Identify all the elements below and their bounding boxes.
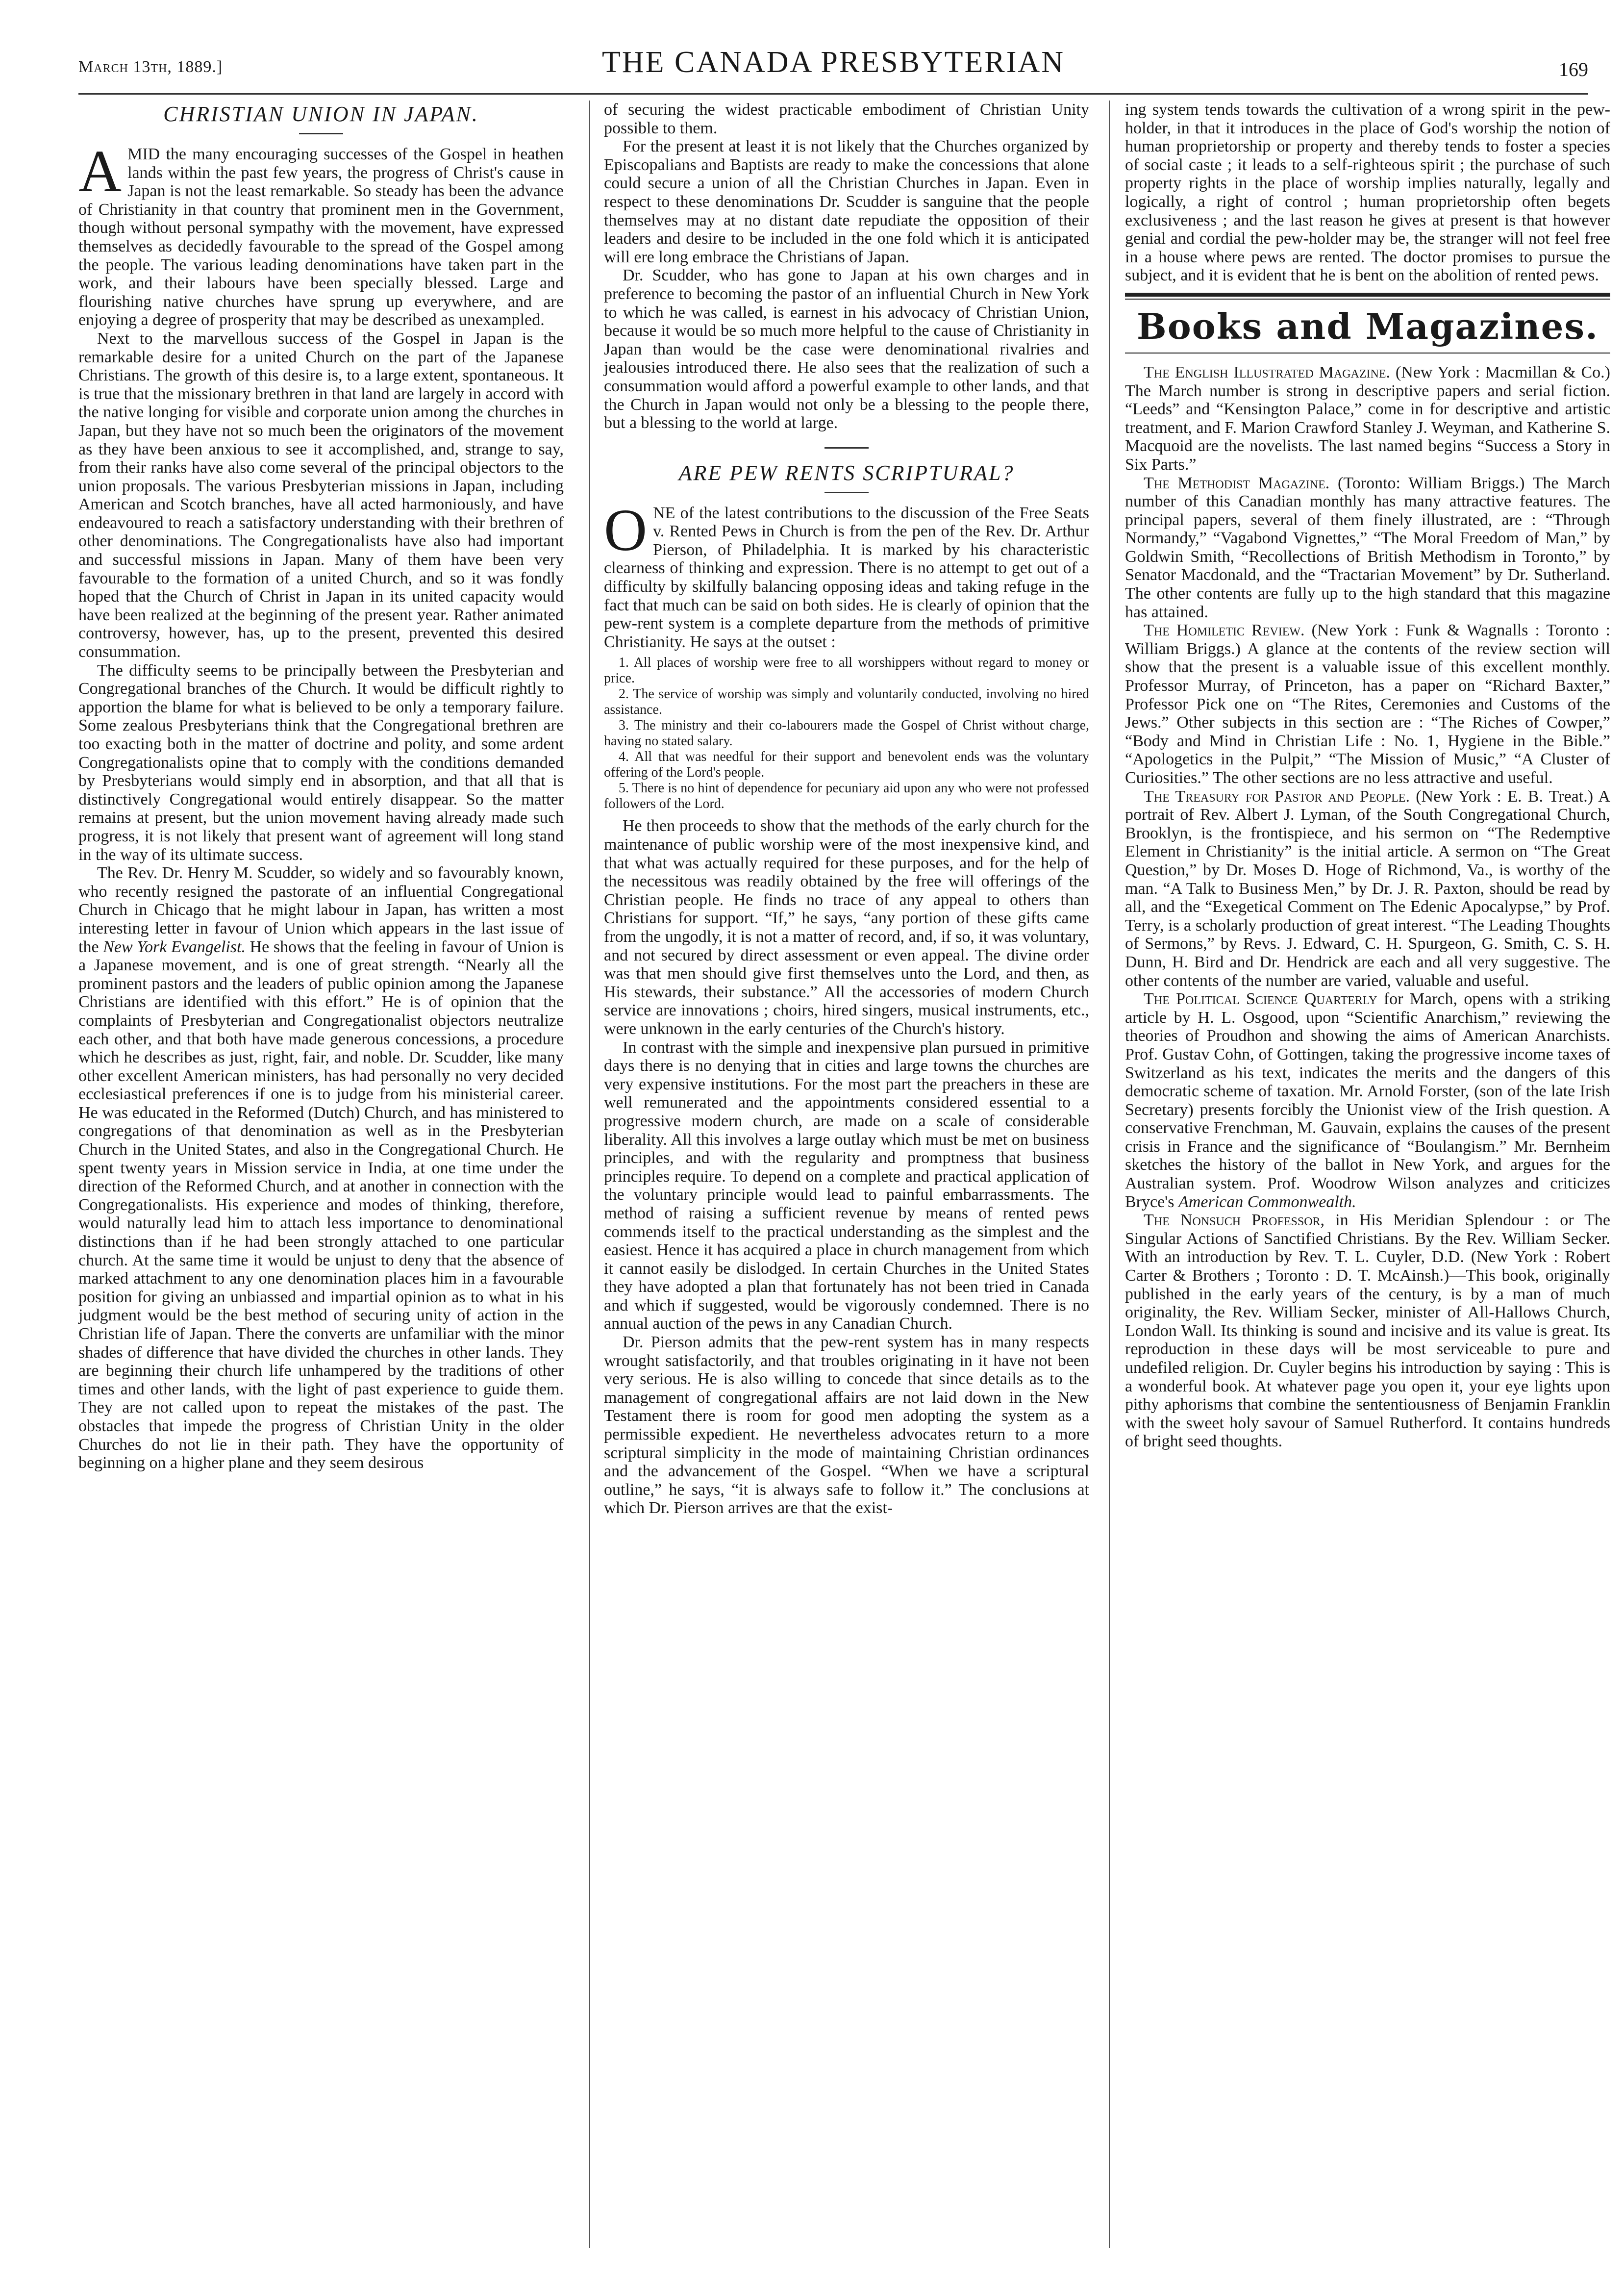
title-rule [824, 492, 869, 493]
list-item: 3. The ministry and their co-labourers made the Gospel of Christ without charge, having no stated salary. [604, 718, 1089, 749]
review-title: The Political Science Quarterly [1144, 990, 1377, 1009]
publication-name: New York Evangelist. [103, 937, 246, 956]
drop-cap: A [78, 138, 122, 204]
article-paragraph: He then proceeds to show that the methods of the early church for the maintenance of public worship were of the most inexpensive kind, and that what was actually required for these purposes, and for the help of the necessitous was readily obtained by the free will offerings of the Christian people. He finds no trace of any appeal to others than Christians for support. “If,” he says, “any portion of these gifts came from the ungodly, it is not a matter of record, and, if so, it was voluntary, and not secured by direct assessment or even appeal. The divine order was that men should give first themselves unto the Lord, and then, as His stewards, their substance.” All the accessories of modern Church service are innovations ; choirs, hired singers, musical instruments, etc., were unknown in the early centuries of the Church's history. [604, 817, 1089, 1038]
publication-name: American Commonwealth. [1178, 1192, 1356, 1211]
title-rule [299, 133, 343, 134]
section-rule [824, 447, 869, 449]
issue-date: March 13th, 1889.] [78, 58, 223, 76]
drop-cap: O [604, 497, 648, 563]
article-title: ARE PEW RENTS SCRIPTURAL? [678, 460, 1015, 485]
article-paragraph: AMID the many encouraging successes of the Gospel in heathen lands within the past few years, the progress of Christ's cause in Japan is not the least remarkable. So steady has been the advance of Christianity in that country that prominent men in the Government, though without personal sympathy with the movement, have expressed themselves as decidedly favourable to the spread of the Gospel among the people. The various leading denominations have taken part in the work, and their labours have been specially blessed. Large and flourishing native churches have sprung up everywhere, and are enjoying a degree of prosperity that may be described as unexampled. [78, 138, 564, 329]
review-title: The English Illustrated Magazine. [1144, 363, 1390, 381]
column-1 [78, 101, 564, 1472]
review-title: The Nonsuch Professor, [1144, 1211, 1325, 1230]
article-paragraph: ing system tends towards the cultivation of a wrong spirit in the pew-holder, in that it introduces in the place of God's worship the notion of human proprietorship or property and thereby tends to foster a species of social caste ; it leads to a self-righteous spirit ; the purchase of such property rights in the place of worship implies naturally, legally and logically, a right of control ; human proprietorship often begets exclusiveness ; and the last reason he gives at present is that however genial and cordial the pew-holder may be, the stranger will not feel free in a house where pews are rented. The doctor promises to pursue the subject, and it is evident that he is bent on the abolition of rented pews. [1125, 101, 1610, 285]
list-item: 5. There is no hint of dependence for pecuniary aid upon any who were not professed followers of the Lord. [604, 781, 1089, 812]
quoted-list [604, 655, 1089, 812]
review-entry: The Nonsuch Professor, in His Meridian Splendour : or The Singular Actions of Sanctified Christians. By the Rev. William Secker. With an introduction by Rev. T. L. Cuyler, D.D. (New York : Robert Carter & Brothers ; Toronto : D. T. McAinsh.)—This book, originally published in the early years of the century, is by a man of much originality, the Rev. William Secker, minister of All-Hallows Church, London Wall. Its thinking is sound and incisive and its value is great. Its reproduction in these days will be most serviceable to pure and undefiled religion. Dr. Cuyler begins his introduction by saying : This is a wonderful book. At whatever page you open it, your eye lights upon pithy aphorisms that combine the sententiousness of Benjamin Franklin with the sweet holy savour of Samuel Rutherford. It contains hundreds of bright seed thoughts. [1125, 1211, 1610, 1451]
column-3 [1125, 101, 1610, 1451]
list-item: 2. The service of worship was simply and voluntarily conducted, involving no hired assistance. [604, 686, 1089, 718]
header-rule [78, 93, 1588, 95]
banner-rule [1125, 299, 1610, 300]
section-banner: Books and Magazines. [1136, 305, 1599, 347]
list-item: 4. All that was needful for their support and benevolent ends was the voluntary offering of the Lord's people. [604, 749, 1089, 781]
column-2 [604, 101, 1089, 1517]
banner-rule [1125, 293, 1610, 297]
review-entry: The English Illustrated Magazine. (New York : Macmillan & Co.) The March number is strong in descriptive papers and serial fiction. “Leeds” and “Kensington Palace,” come in for descriptive and artistic treatment, and F. Marion Crawford Stanley J. Weyman, and Katherine S. Macquoid are the novelists. The last named begins “Success a Story in Six Parts.” [1125, 363, 1610, 474]
review-title: The Methodist Magazine. [1144, 474, 1330, 492]
review-entry: The Methodist Magazine. (Toronto: William Briggs.) The March number of this Canadian monthly has many attractive features. The principal papers, several of them finely illustrated, are : “Through Normandy,” “Vagabond Vignettes,” “The Moral Freedom of Man,” by Goldwin Smith, “Recollections of British Methodism in Toronto,” by Senator Macdonald, and the “Tractarian Movement” by Dr. Sutherland. The other contents are fully up to the high standard that this magazine has attained. [1125, 474, 1610, 621]
article-paragraph: The difficulty seems to be principally between the Presbyterian and Congregational branches of the Church. It would be difficult rightly to apportion the blame for what is believed to be only a temporary failure. Some zealous Presbyterians think that the Congregational brethren are too exacting both in the matter of doctrine and polity, and some ardent Congregationalists opine that to comply with the conditions demanded by Presbyterians would simply end in absorption, and that all that is distinctively Congregational would entirely disappear. So the matter remains at present, but the union movement having already made such progress, it is not likely that present want of agreement will long stand in the way of its ultimate success. [78, 661, 564, 864]
article-paragraph: of securing the widest practicable embodiment of Christian Unity possible to them. [604, 101, 1089, 137]
article-paragraph: In contrast with the simple and inexpensive plan pursued in primitive days there is no denying that in cities and large towns the churches are very expensive institutions. For the most part the preachers in these are well remunerated and the appointments considered essential to a progressive modern church, are made on a scale of considerable liberality. All this involves a large outlay which must be met on business principles, and with the regularity and promptness that business principles require. To depend on a complete and practical application of the voluntary principle would lead to painful embarrassments. The method of raising a sufficient revenue by means of rented pews commends itself to the practical understanding as the simplest and the easiest. Hence it has acquired a place in church management from which it cannot easily be dislodged. In certain Churches in the United States they have adopted a plan that fortunately has not been tried in Canada and which if suggested, would be vigorously condemned. There is no annual auction of the pews in any Canadian Church. [604, 1038, 1089, 1333]
article-paragraph: Dr. Pierson admits that the pew-rent system has in many respects wrought satisfactorily, and that troubles originating in it have not been very serious. He is also willing to concede that since details as to the management of congregational affairs are not laid down in the New Testament there is room for good men adopting the system as a permissible expedient. He nevertheless advocates return to a more scriptural simplicity in the mode of maintaining Christian ordinances and the advancement of the Gospel. “When we have a scriptural outline,” he says, “it is always safe to follow it.” The conclusions at which Dr. Pierson arrives are that the exist- [604, 1333, 1089, 1517]
article-paragraph: Dr. Scudder, who has gone to Japan at his own charges and in preference to becoming the pastor of an influential Church in New York to which he was called, is earnest in his advocacy of Christian Union, because it would be so much more helpful to the cause of Christianity in Japan than would be the case were denominational rivalries and jealousies introduced there. He also sees that the realization of such a consummation would afford a powerful example to other lands, and that the Church in Japan would not only be a blessing to the people there, but a blessing to the world at large. [604, 266, 1089, 432]
page-number: 169 [1559, 58, 1588, 80]
article-paragraph: For the present at least it is not likely that the Churches organized by Episcopalians and Baptists are ready to make the concessions that alone could secure a union of all the Christian Churches in Japan. Even in respect to these denominations Dr. Scudder is sanguine that the people themselves may at no distant date repudiate the opposition of their leaders and desire to be included in the one fold which it is anticipated will ere long embrace the Christians of Japan. [604, 137, 1089, 266]
review-title: The Treasury for Pastor and People. [1144, 787, 1410, 806]
review-title: The Homiletic Review. [1144, 621, 1305, 640]
review-entry: The Homiletic Review. (New York : Funk & Wagnalls : Toronto : William Briggs.) A glance at the contents of the review section will show that the present is a valuable issue of this excellent monthly. Professor Murray, of Princeton, has a paper on “Richard Baxter,” Professor Pick one on “The Rites, Ceremonies and Customs of the Jews.” Other subjects in this section are : “The Riches of Cowper,” “Body and Mind in Christian Life : No. 1, Hygiene in the Bible.” “Apologetics in the Pulpit,” “The Mission of Music,” “A Cluster of Curiosities.” The other sections are no less attractive and useful. [1125, 621, 1610, 787]
list-item: 1. All places of worship were free to all worshippers without regard to money or price. [604, 655, 1089, 686]
column-divider [1109, 101, 1110, 2248]
column-divider [589, 101, 590, 2248]
masthead-title: THE CANADA PRESBYTERIAN [602, 46, 1065, 79]
article-paragraph: Next to the marvellous success of the Gospel in Japan is the remarkable desire for a united Church on the part of the Japanese Christians. The growth of this desire is, to a large extent, spontaneous. It is true that the missionary brethren in that land are largely in accord with the native longing for visible and corporate union among the churches in Japan, but they have not so much been the originators of the movement as they have been anxious to see it accomplished, and, strange to say, from their ranks have also come several of the principal objectors to the union proposals. The various Presbyterian missions in Japan, including American and Scotch branches, have all acted harmoniously, and have endeavoured to reach a satisfactory understanding with their brethren of other denominations. The Congregationalists have also had important and successful missions in Japan. Many of them have been very favourable to the formation of a united Church, and so it was fondly hoped that the Church of Christ in Japan in its united capacity would have been realized at the beginning of the present year. Rather animated controversy, however, has, up to the present, prevented this desired consummation. [78, 329, 564, 661]
banner-rule [1125, 353, 1610, 354]
page-header [78, 38, 1588, 92]
article-paragraph: The Rev. Dr. Henry M. Scudder, so widely and so favourably known, who recently resigned the pastorate of an influential Congregational Church in Chicago that he might labour in Japan, has written a most interesting letter in favour of Union which appears in the last issue of the New York Evangelist. He shows that the feeling in favour of Union is a Japanese movement, and is one of great strength. “Nearly all the prominent pastors and the leaders of public opinion among the Japanese Christians are identified with this effort.” He is of opinion that the complaints of Presbyterian and Congregationalist objectors neutralize each other, and that both have made generous concessions, a procedure which he describes as just, right, fair, and noble. Dr. Scudder, like many other excellent American ministers, has had personally no very decided ecclesiastical preferences if one is to judge from his ministerial career. He was educated in the Reformed (Dutch) Church, and has ministered to congregations of that denomination as well as in the Presbyterian Church in the United States, and also in the Congregational Church. He spent twenty years in Mission service in India, at one time under the direction of the Reformed Church, and at another in connection with the Congregationalists. His experience and modes of thinking, therefore, would naturally lead him to attach less importance to denominational distinctions than if he had been strongly attached to one particular church. At the same time it would be unjust to deny that the absence of marked attachment to any one denomination places him in a favourable position for giving an unbiassed and impartial opinion as to what in his judgment would be the best method of securing unity of action in the Christian life of Japan. There the converts are unfamiliar with the minor shades of difference that have divided the churches in other lands. They are beginning their church life unhampered by the traditions of other times and other lands, with the light of past experience to guide them. They are not called upon to repeat the mistakes of the past. The obstacles that impede the progress of Christian Unity in the older Churches do not lie in their path. They have the opportunity of beginning on a higher plane and they seem desirous [78, 864, 564, 1472]
review-entry: The Treasury for Pastor and People. (New York : E. B. Treat.) A portrait of Rev. Albert J. Lyman, of the South Congregational Church, Brooklyn, is the frontispiece, and his sermon on “The Redemptive Element in Christianity” is the initial article. A sermon on “The Great Question,” by Dr. Moses D. Hoge of Richmond, Va., is worthy of the man. “A Talk to Business Men,” by Dr. J. R. Paxton, should be read by all, and the “Exegetical Comment on The Edenic Apocalypse,” by Prof. Terry, is a scholarly production of great interest. “The Leading Thoughts of Sermons,” by Revs. J. Edward, C. H. Spurgeon, G. Smith, C. S. H. Dunn, H. Bird and Dr. Hendrick are each and all very suggestive. The other contents of the number are varied, valuable and useful. [1125, 787, 1610, 990]
article-paragraph: ONE of the latest contributions to the discussion of the Free Seats v. Rented Pews in Church is from the pen of the Rev. Dr. Arthur Pierson, of Philadelphia. It is marked by his characteristic clearness of thinking and expression. There is no attempt to get out of a difficulty by skilfully balancing opposing ideas and taking refuge in the fact that much can be said on both sides. He is clearly of opinion that the pew-rent system is a complete departure from the methods of primitive Christianity. He says at the outset : [604, 497, 1089, 651]
article-title: CHRISTIAN UNION IN JAPAN. [163, 102, 479, 126]
review-entry: The Political Science Quarterly for March, opens with a striking article by H. L. Osgood, upon “Scientific Anarchism,” reviewing the theories of Proudhon and showing the aims of American Anarchists. Prof. Gustav Cohn, of Gottingen, taking the progressive income taxes of Switzerland as his text, indicates the merits and the dangers of this democratic scheme of taxation. Mr. Arnold Forster, (son of the late Irish Secretary) presents forcibly the Unionist view of the Irish question. A conservative Frenchman, M. Gauvain, explains the causes of the present crisis in France and the significance of “Boulangism.” Mr. Bernheim sketches the history of the ballot in New York, and argues for the Australian system. Prof. Woodrow Wilson analyzes and criticizes Bryce's American Commonwealth. [1125, 990, 1611, 1211]
